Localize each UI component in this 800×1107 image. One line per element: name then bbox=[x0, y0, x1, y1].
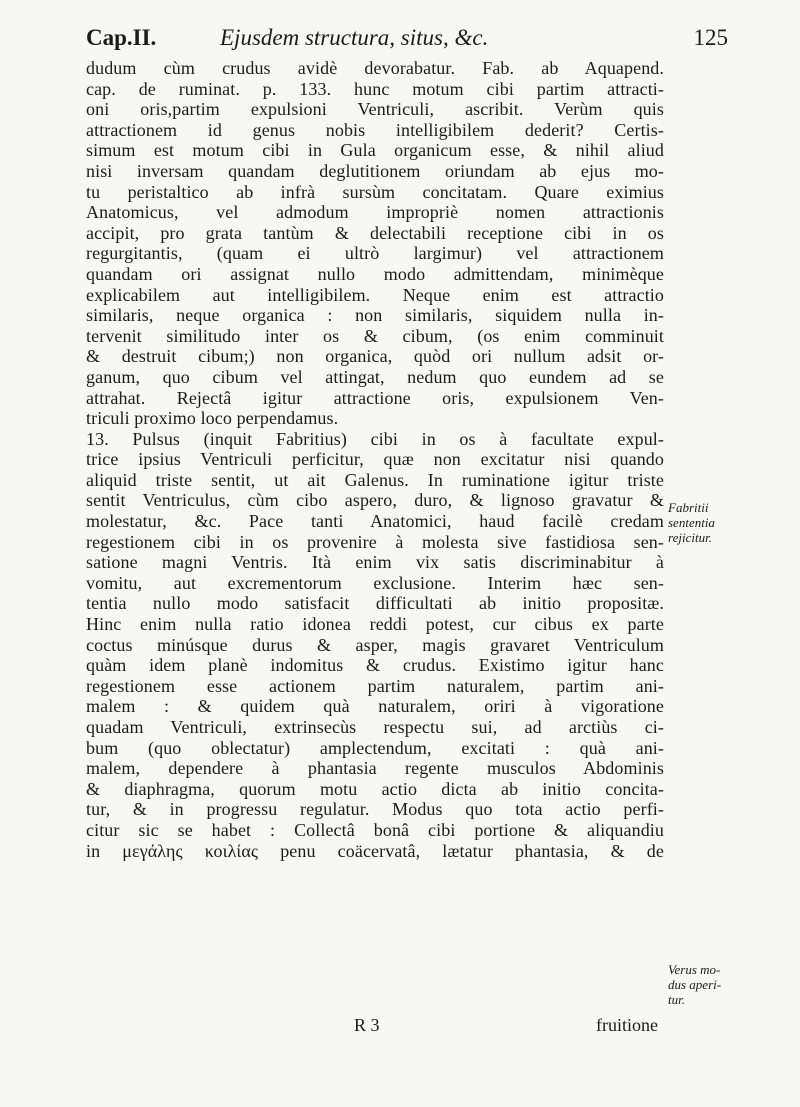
text-line: quandam ori assignat nullo modo admittendam, minimèque bbox=[86, 263, 664, 284]
text-line: oni oris,partim expulsioni Ventriculi, ascribit. Verùm quis bbox=[86, 99, 664, 120]
page-footer bbox=[86, 1014, 664, 1036]
text-line: coctus minúsque durus & asper, magis gravaret Ventriculum bbox=[86, 634, 664, 655]
text-line: regestionem esse actionem partim naturalem, partim ani- bbox=[86, 675, 664, 696]
signature-mark: R 3 bbox=[354, 1015, 380, 1035]
running-header bbox=[86, 24, 728, 52]
text-line: vomitu, aut excrementorum exclusione. Interim hæc sen- bbox=[86, 572, 664, 593]
text-line: ganum, quo cibum vel attingat, nedum quo eundem ad se bbox=[86, 366, 664, 387]
text-line: quàm idem planè indomitus & crudus. Existimo igitur hanc bbox=[86, 655, 664, 676]
text-line: sentit Ventriculus, cùm cibo aspero, duro, & lignoso gravatur & bbox=[86, 490, 664, 511]
text-line: attrahat. Rejectâ igitur attractione oris, expulsionem Ven- bbox=[86, 387, 664, 408]
text-line: & diaphragma, quorum motu actio dicta ab initio concita- bbox=[86, 778, 664, 799]
text-line: bum (quo oblectatur) amplectendum, excitati : quà ani- bbox=[86, 737, 664, 758]
text-line: explicabilem aut intelligibilem. Neque enim est attractio bbox=[86, 284, 664, 305]
text-line: aliquid triste sentit, ut ait Galenus. In ruminatione igitur triste bbox=[86, 469, 664, 490]
text-line: satione magni Ventris. Ità enim vix satis discriminabitur à bbox=[86, 552, 664, 573]
text-line: quadam Ventriculi, extrinsecùs respectu sui, ad arctiùs ci- bbox=[86, 717, 664, 737]
text-line: regurgitantis, (quam ei ultrò largimur) vel attractionem bbox=[86, 243, 664, 264]
text-line: & destruit cibum;) non organica, quòd ori nullum adsit or- bbox=[86, 346, 664, 367]
text-line: nisi inversam quandam deglutitionem oriundam ab ejus mo- bbox=[86, 160, 664, 181]
margin-note-line: Fabritii bbox=[668, 500, 709, 515]
text-line: triculi proximo loco perpendamus. bbox=[86, 408, 339, 429]
text-line: malem, dependere à phantasia regente musculos Abdominis bbox=[86, 758, 664, 779]
margin-note-line: tur. bbox=[668, 992, 685, 1007]
text-line: accipit, pro grata tantùm & delectabili receptione cibi in os bbox=[86, 222, 664, 243]
margin-note-verus-modus bbox=[668, 962, 721, 1007]
text-line: trice ipsius Ventriculi perficitur, quæ non excitatur nisi quando bbox=[86, 449, 664, 470]
margin-note-fabritius bbox=[668, 500, 715, 545]
margin-note-line: rejicitur. bbox=[668, 530, 712, 545]
text-line: dudum cùm crudus avidè devorabatur. Fab. ab Aquapend. bbox=[86, 58, 664, 78]
text-line: citur sic se habet : Collectâ bonâ cibi portione & aliquandiu bbox=[86, 819, 664, 840]
text-line: in μεγάλης κοιλίας penu coäcervatâ, lætatur phantasia, & de bbox=[86, 840, 664, 861]
text-line: tu peristaltico ab infrà sursùm concitatam. Quare eximius bbox=[86, 181, 664, 202]
text-line: attractionem id genus nobis intelligibilem dederit? Certis- bbox=[86, 119, 664, 140]
page-number: 125 bbox=[693, 25, 728, 50]
margin-note-line: Verus mo- bbox=[668, 962, 721, 977]
catchword: fruitione bbox=[596, 1015, 658, 1035]
margin-note-line: sententia bbox=[668, 515, 715, 530]
text-line: tur, & in progressu regulatur. Modus quo tota actio perfi- bbox=[86, 799, 664, 820]
text-line: tervenit similitudo inter os & cibum, (os enim comminuit bbox=[86, 325, 664, 346]
text-line: 13. Pulsus (inquit Fabritius) cibi in os à facultate expul- bbox=[86, 428, 664, 449]
text-line: simum est motum cibi in Gula organicum esse, & nihil aliud bbox=[86, 140, 664, 161]
text-line: tentia nullo modo satisfacit difficultati ab initio propositæ. bbox=[86, 593, 664, 614]
text-line: Hinc enim nulla ratio idonea reddi potest, cur cibus ex parte bbox=[86, 614, 664, 635]
running-title: Ejusdem structura, situs, &c. bbox=[220, 25, 489, 50]
body-text bbox=[86, 58, 664, 861]
text-line: cap. de ruminat. p. 133. hunc motum cibi partim attracti- bbox=[86, 78, 664, 99]
chapter-label: Cap.II. bbox=[86, 25, 157, 50]
margin-note-line: dus aperi- bbox=[668, 977, 722, 992]
text-line: similaris, neque organica : non similaris, siquidem nulla in- bbox=[86, 305, 664, 326]
text-line: malem : & quidem quà naturalem, oriri à vigoratione bbox=[86, 696, 664, 717]
text-line: molestatur, &c. Pace tanti Anatomici, haud facilè credam bbox=[86, 511, 664, 532]
text-line: regestionem cibi in os provenire à molesta sive fastidiosa sen- bbox=[86, 531, 664, 552]
text-line: Anatomicus, vel admodum impropriè nomen attractionis bbox=[86, 202, 664, 223]
